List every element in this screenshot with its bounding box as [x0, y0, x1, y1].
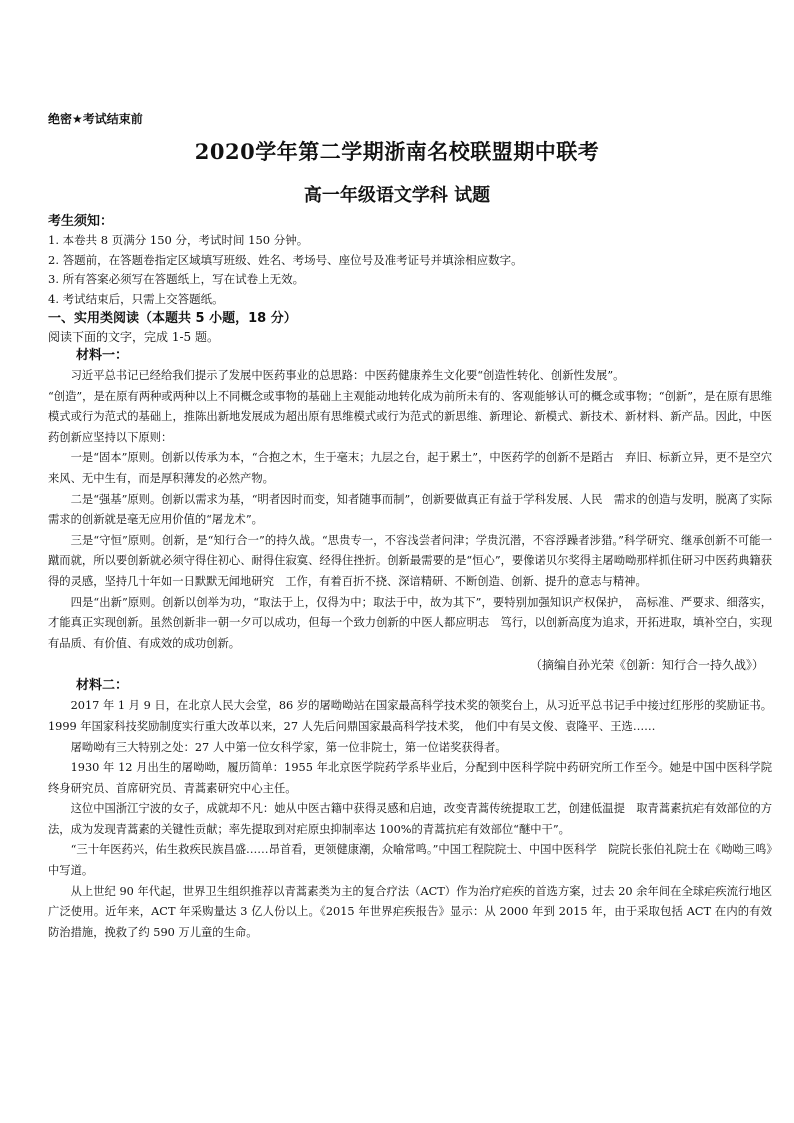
exam-content	[48, 213, 772, 943]
material2-paragraph: 从上世纪 90 年代起，世界卫生组织推荐以青蒿素类为主的复合疗法（ACT）作为治疗疟疾的首选方案，过去 20 余年间在全球疟疾流行地区广泛使用。近年来，ACT 年采购量达 3 亿人份以上。《2015 年世界疟疾报告》显示：从 2000 年到 2015 年，由于采取包括 ACT 在内的有效防治措施，挽救了约 590 万儿童的生命。	[48, 884, 772, 939]
notice-item: 2. 答题前，在答题卷指定区域填写班级、姓名、考场号、座位号及准考证号并填涂相应数字。	[48, 252, 523, 267]
notice-item: 1. 本卷共 8 页满分 150 分，考试时间 150 分钟。	[48, 233, 309, 247]
material2-heading: 材料二：	[76, 678, 129, 694]
material1-paragraph: 一是“固本”原则。创新以传承为本，“合抱之木，生于毫末；九层之台，起于累土”，中医药学的创新不是蹈古 弃旧、标新立异，更不是空穴来风、无中生有，而是厚积薄发的必然产物。	[48, 451, 772, 485]
notice-item: 4. 考试结束后，只需上交答题纸。	[48, 291, 224, 306]
exam-title: 2020学年第二学期浙南名校联盟期中联考	[194, 139, 600, 164]
section-heading: 一、实用类阅读（本题共 5 小题，18 分）	[48, 311, 297, 326]
material1-source: （摘编自孙光荣《创新：知行合一持久战》）	[529, 658, 764, 673]
material2-paragraph: 屠呦呦有三大特别之处：27 人中第一位女科学家，第一位非院士，第一位诺奖获得者。	[70, 740, 507, 754]
notice-heading: 考生须知：	[48, 214, 114, 229]
material2-paragraph: 2017 年 1 月 9 日，在北京人民大会堂，86 岁的屠呦呦站在国家最高科学技术奖的领奖台上，从习近平总书记手中接过红彤彤的奖励证书。1999 年国家科技奖励制度实行重大改革以来，27 人先后问鼎国家最高科学技术奖， 他们中有吴文俊、袁隆平、王选……	[48, 699, 772, 733]
material1-paragraph: 二是“强基”原则。创新以需求为基，“明者因时而变，知者随事而制”，创新要做真正有益于学科发展、人民 需求的创造与发明，脱离了实际需求的创新就是毫无应用价值的“屠龙术”。	[48, 492, 772, 527]
exam-subtitle: 高一年级语文学科 试题	[303, 185, 491, 206]
material2-paragraph: “三十年医药兴，佑生救疾民族昌盛……昂首看，更领健康潮，众喻常鸣。”中国工程院院士、中国中医科学 院院长张伯礼院士在《呦呦三鸣》中写道。	[48, 843, 772, 878]
material1-paragraph: 三是“守恒”原则。创新，是“知行合一”的持久战。“思贵专一，不容浅尝者问津；学贵沉潜，不容浮躁者涉猎。”科学研究、继承创新不可能一蹴而就，所以要创新就必须守得住初心、耐得住寂寞、经得住挫折。创新最需要的是“恒心”，要像诺贝尔奖得主屠呦呦那样抓住研习中医药典籍获得的灵感，坚持几十年如一日默默无闻地研究 工作，有着百折不挠、深谙精研、不断创造、创新、提升的意志与精神。	[48, 533, 772, 588]
material1-paragraph: 四是“出新”原则。创新以创举为功，“取法于上，仅得为中；取法于中，故为其下”，要特别加强知识产权保护， 高标准、严要求、细落实，才能真正实现创新。虽然创新非一朝一夕可以成功，但每一个致力创新的中医人都应明志 笃行，以创新高度为追求，开拓进取，填补空白，实现有品质、有价值、有成效的成功创新。	[48, 595, 772, 650]
material1-paragraph: “创造”，是在原有两种或两种以上不同概念或事物的基础上主观能动地转化成为前所未有的、客观能够认可的概念或事物；“创新”，是在原有思维模式或行为范式的基础上，推陈出新地发展成为超出原有思维模式或行为范式的新思维、新理论、新模式、新技术、新材料、新产品。因此，中医药创新应坚持以下原则：	[48, 389, 772, 444]
reading-instruction: 阅读下面的文字，完成 1-5 题。	[48, 330, 219, 344]
material1-heading: 材料一：	[76, 348, 129, 363]
material2-paragraph: 1930 年 12 月出生的屠呦呦，履历简单：1955 年北京医学院药学系毕业后，分配到中医科学院中药研究所工作至今。她是中国中医科学院终身研究员、首席研究员、青蒿素研究中心主任。	[48, 761, 772, 795]
notice-item: 3. 所有答案必须写在答题纸上，写在试卷上无效。	[48, 272, 305, 286]
material1-paragraph: 习近平总书记已经给我们提示了发展中医药事业的总思路：中医药健康养生文化要“创造性转化、创新性发展”。	[70, 369, 625, 382]
material2-paragraph: 这位中国浙江宁波的女子，成就却不凡：她从中医古籍中获得灵感和启迪，改变青蒿传统提取工艺，创建低温提 取青蒿素抗疟有效部位的方法，成为发现青蒿素的关键性贡献；率先提取到对疟原虫抑制率达 100%的青蒿抗疟有效部位“醚中干”。	[48, 802, 772, 836]
confidential-label: 绝密★考试结束前	[48, 112, 143, 126]
